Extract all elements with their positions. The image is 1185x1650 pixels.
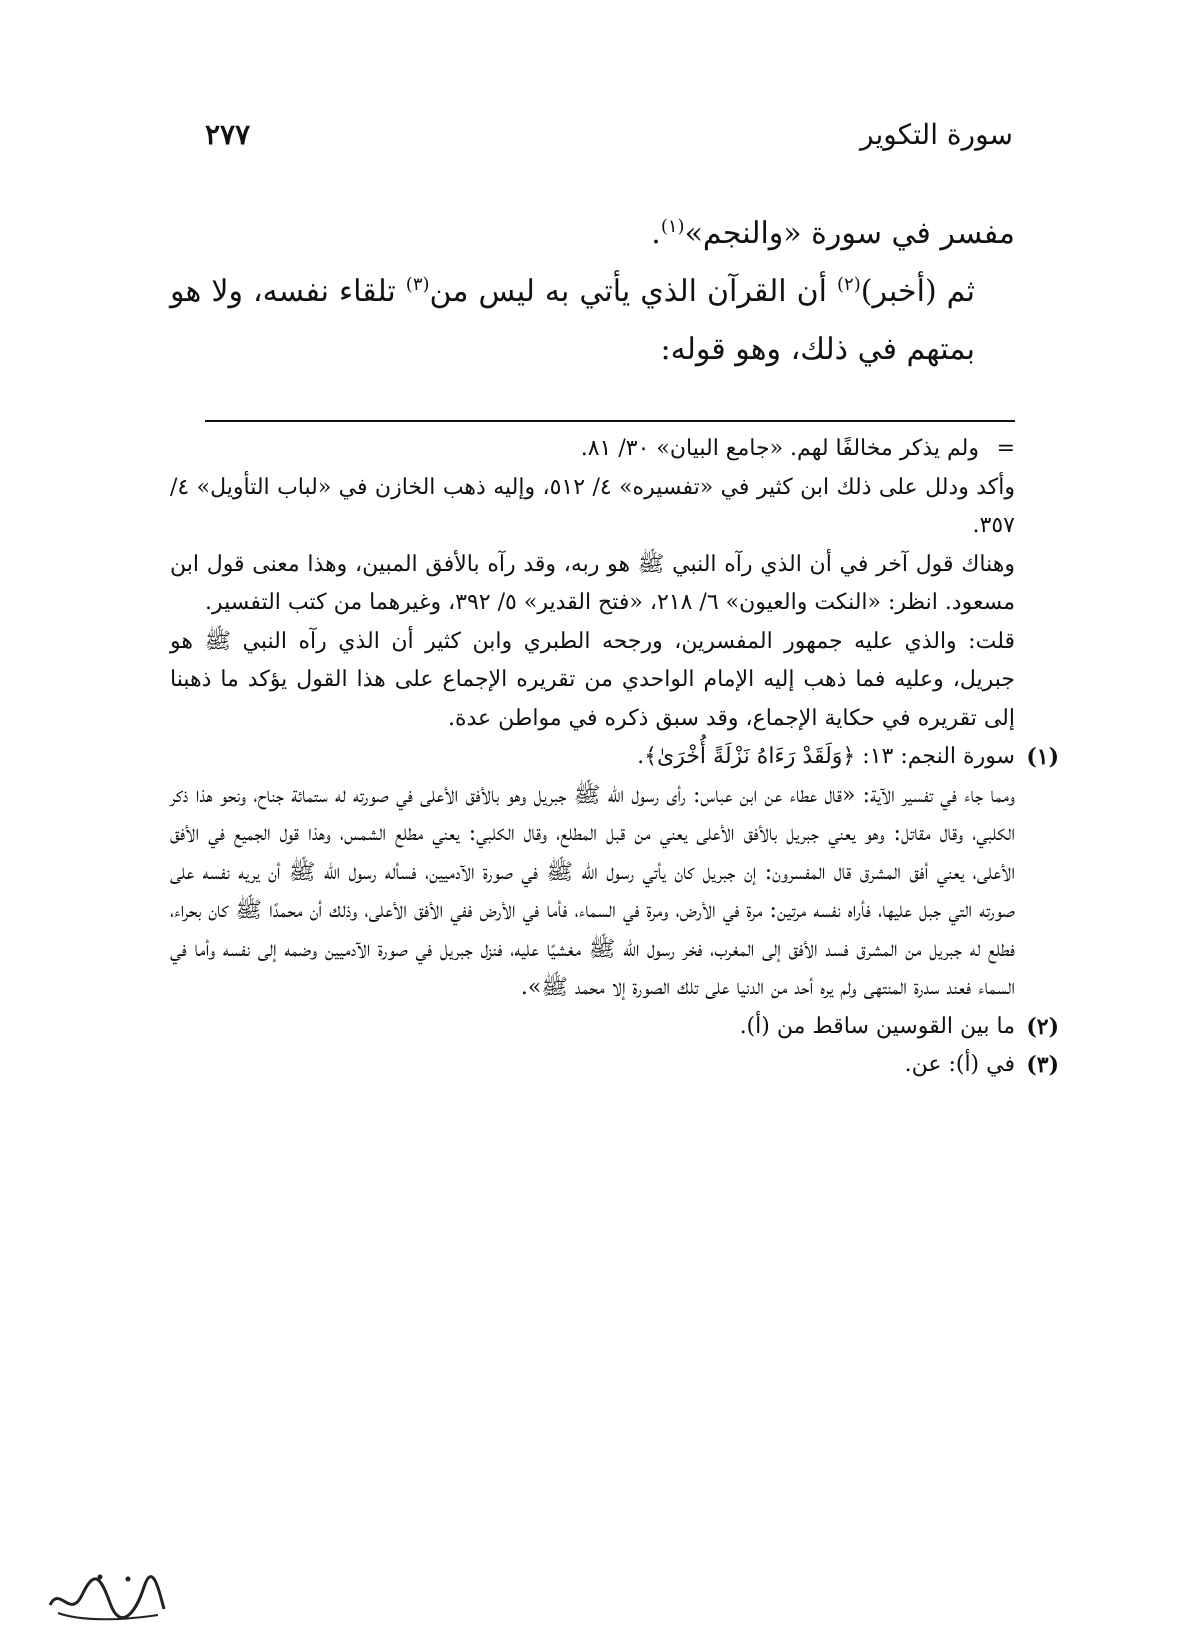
footnote-1-text: سورة النجم: ١٣: ﴿وَلَقَدْ رَءَاهُ نَزْلَةً أُخْرَىٰ﴾. [637,744,1015,769]
main-line-1-end: . [651,216,661,251]
footnote-2 [170,1008,1059,1047]
footnote-separator [205,420,1015,422]
main-line-1 [170,205,1015,263]
footnote-3 [170,1046,1059,1085]
footnote-3-number: (٣) [1026,1052,1059,1078]
footnote-continuation-2: وأكد ودلل على ذلك ابن كثير في «تفسيره» ٤/ ٥١٢، وإليه ذهب الخازن في «لباب التأويل» ٤/ ٣٥٧. [170,474,1016,538]
page-number: ٢٧٧ [205,118,251,151]
main-para-2-part-b: أن القرآن الذي يأتي به ليس من [429,274,838,309]
main-para-2-part-c: تلقاء نفسه، ولا هو بمتهم في ذلك، وهو قوله: [170,274,975,367]
main-text [170,205,1015,379]
continuation-marker: = [996,436,1015,461]
footnote-2-number: (٢) [1026,1013,1059,1040]
footnote-ref-1[interactable]: (١) [660,216,685,237]
footnote-1 [170,738,1059,777]
main-para-2-part-a: ثم (أخبر) [860,274,975,309]
main-paragraph-2 [170,263,1015,379]
footnote-continuation-3: وهناك قول آخر في أن الذي رآه النبي ﷺ هو ربه، وقد رآه بالأفق المبين، وهذا معنى قول ابن مسعود. انظر: «النكت والعيون» ٦/ ٢١٨، «فتح القدير» ٥/ ٣٩٢، وغيرهما من كتب التفسير. [170,551,1015,615]
main-line-1-text: مفسر في سورة «والنجم» [684,216,1015,251]
footnote-2-text: ما بين القوسين ساقط من (أ). [739,1013,1015,1039]
footnotes [170,430,1059,1085]
footnote-1-number: (١) [1026,744,1059,770]
footnote-ref-3[interactable]: (٣) [405,274,430,295]
footnote-continuation-1 [170,430,1015,469]
footnote-1-commentary: ومما جاء في تفسير الآية: «قال عطاء عن ابن عباس: رأى رسول الله ﷺ جبريل وهو بالأفق الأعلى في صورته له ستمائة جناح، ونحو هذا ذكر الكلبي، وقال مقاتل: وهو يعني جبريل بالأفق الأعلى يعني من قبل المطلع، وقال الكلبي: يعني مطلع الشمس، وهذا قول الجميع في الأفق الأعلى، يعني أفق المشرق قال المفسرون: إن جبريل كان يأتي رسول الله ﷺ في صورة الآدميين، فسأله رسول الله ﷺ أن يريه نفسه على صورته التي جبل عليها، فأراه نفسه مرتين: مرة في الأرض، ومرة في السماء، فأما في الأرض ففي الأفق الأعلى، وذلك أن محمدًا ﷺ كان بحراء، فطلع له جبريل من المشرق فسد الأفق إلى المغرب، فخر رسول الله ﷺ مغشيًا عليه، فنزل جبريل في صورة الآدميين وضمه إلى نفسه وأما في السماء فعند سدرة المنتهى ولم يره أحد من الدنيا على تلك الصورة إلا محمد ﷺ». [170,782,1015,1000]
running-header-title: سورة التكوير [860,118,1013,151]
footnote-3-text: في (أ): عن. [904,1052,1015,1077]
footnote-ref-2[interactable]: (٢) [837,274,861,295]
watermark-logo-icon [40,1565,170,1627]
footnote-continuation-4: قلت: والذي عليه جمهور المفسرين، ورجحه الطبري وابن كثير أن الذي رآه النبي ﷺ هو جبريل، وعليه فما ذهب إليه الإمام الواحدي من تقريره الإجماع على هذا القول يؤكد ما ذهبنا إلى تقريره في حكاية الإجماع، وقد سبق ذكره في مواطن عدة. [170,628,1015,731]
footnote-continuation-text-1: ولم يذكر مخالفًا لهم. «جامع البيان» ٣٠/ ٨١. [580,436,979,461]
